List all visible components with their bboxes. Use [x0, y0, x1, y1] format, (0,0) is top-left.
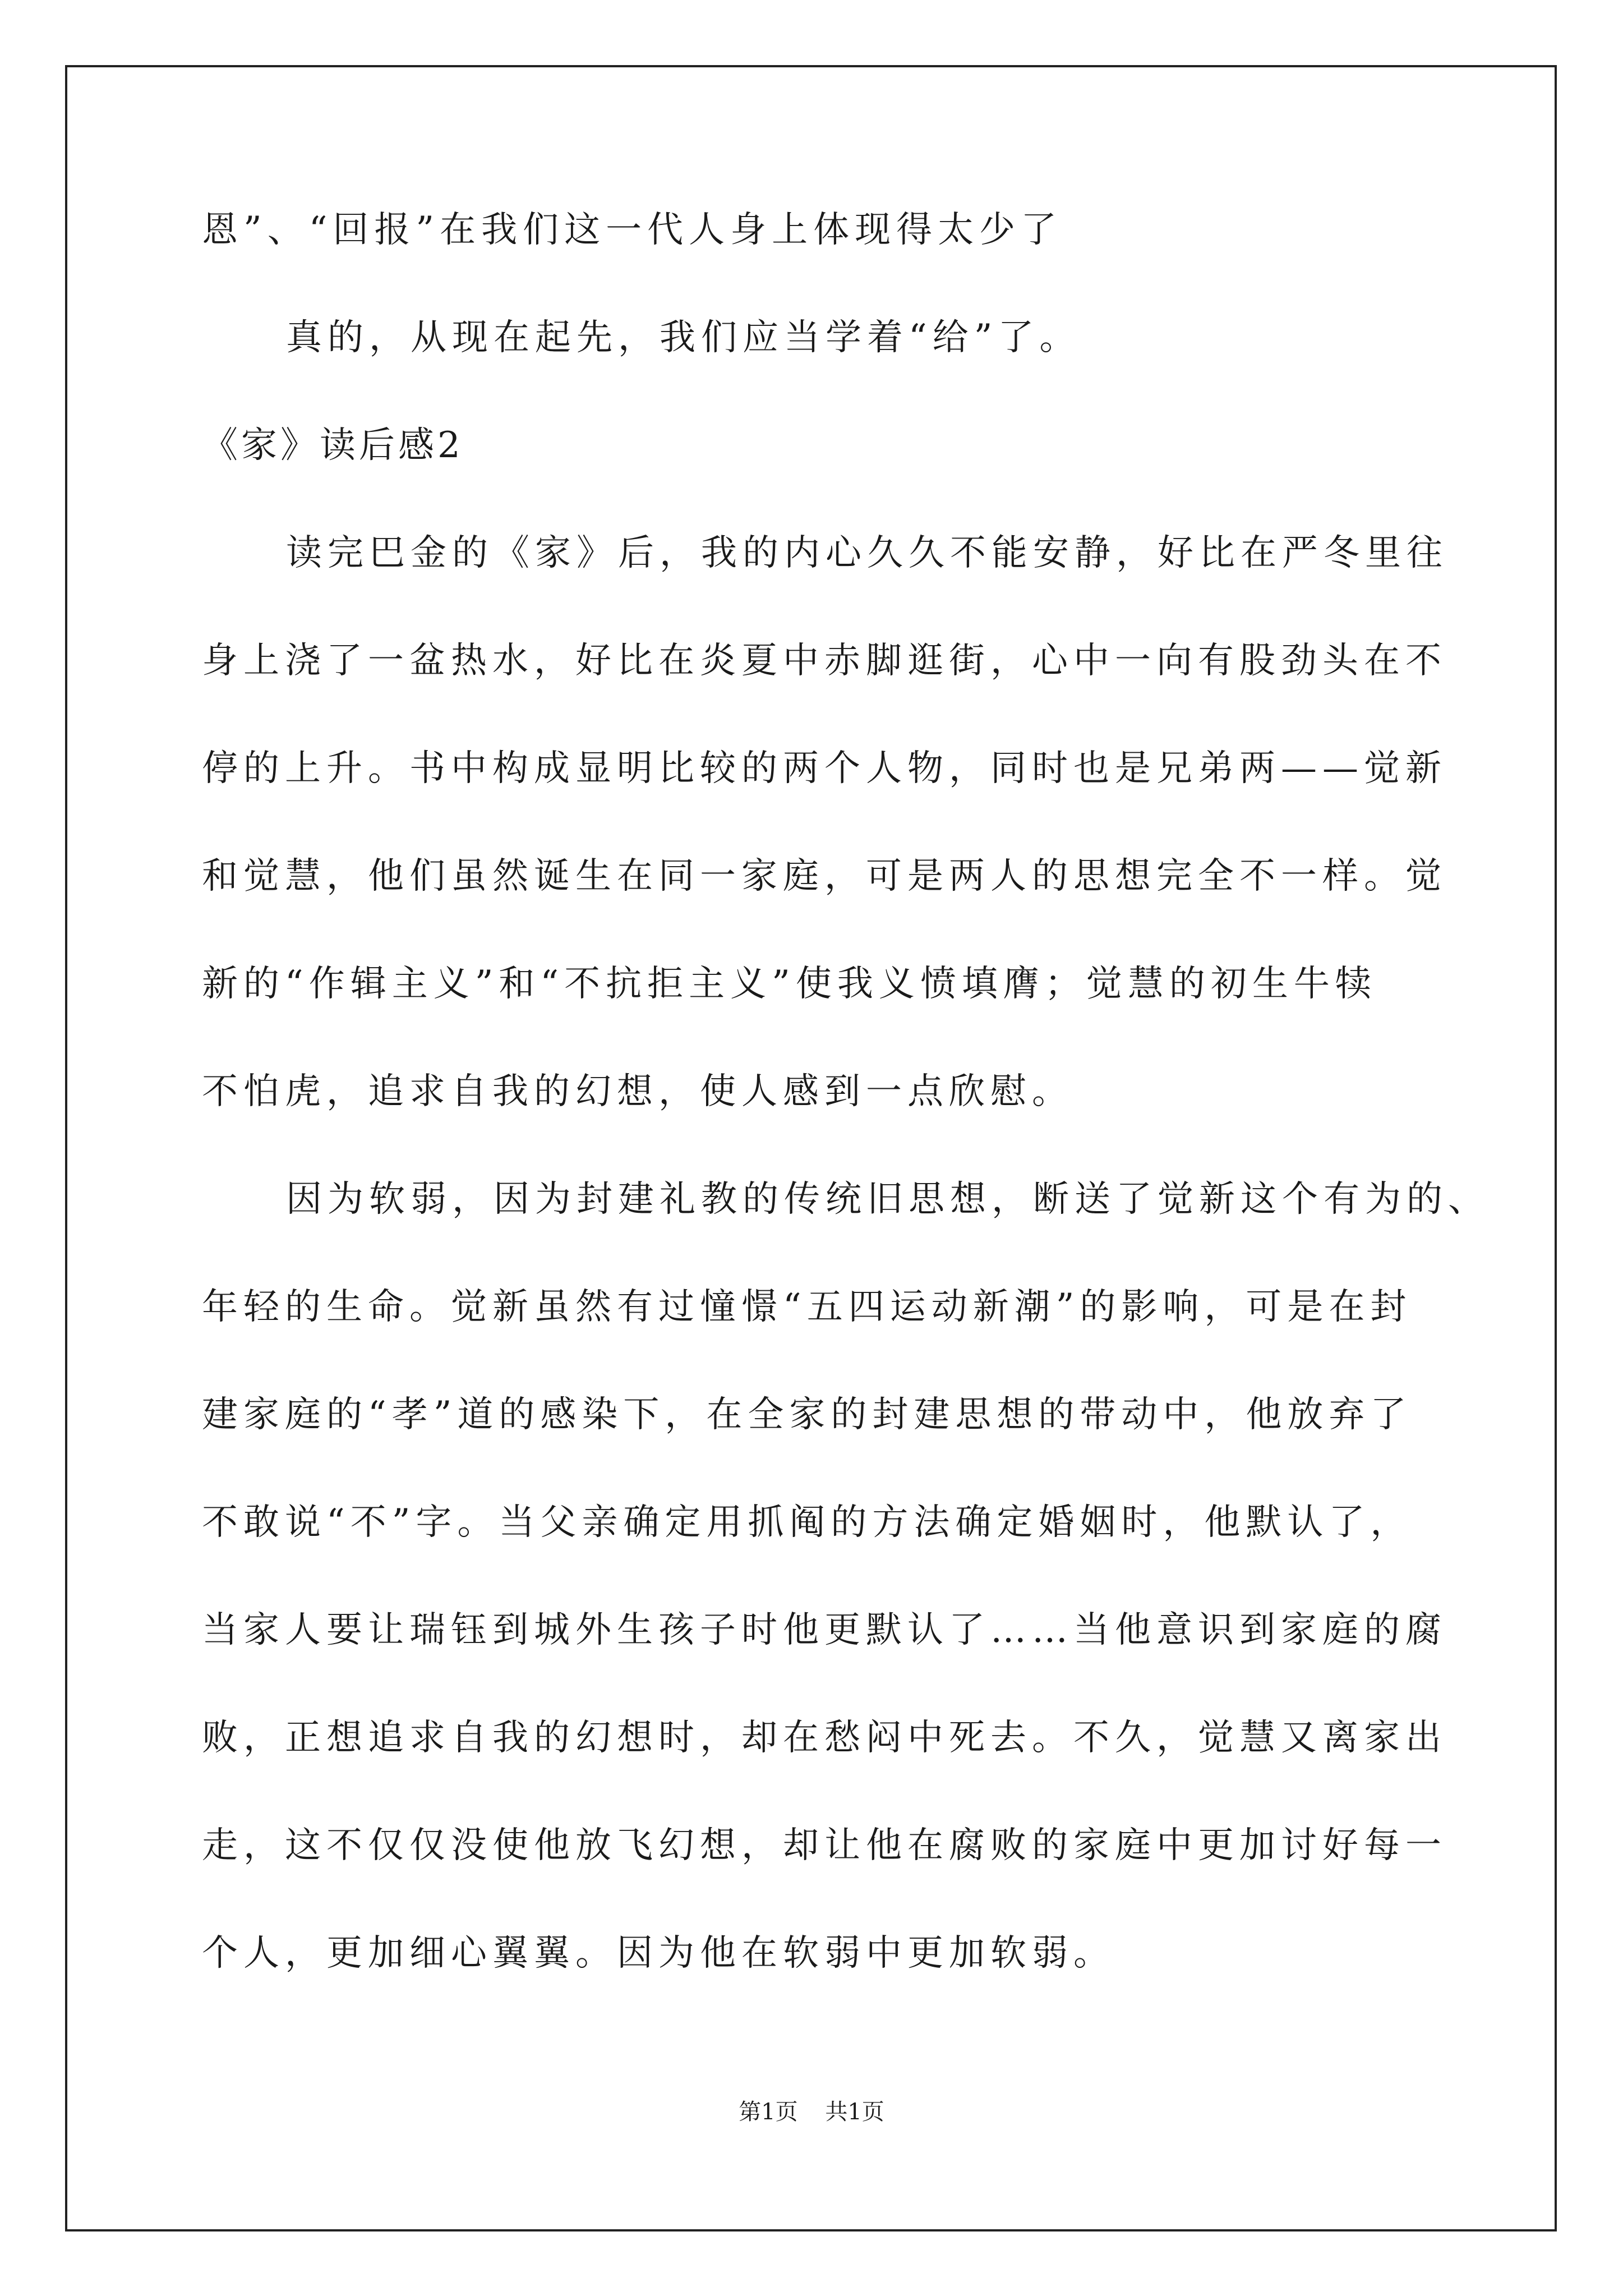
paragraph-line: 身上浇了一盆热水，好比在炎夏中赤脚逛街，心中一向有股劲头在不	[202, 640, 1447, 682]
paragraph-line: 走，这不仅仅没使他放飞幻想，却让他在腐败的家庭中更加讨好每一	[202, 1825, 1447, 1866]
paragraph-line: 败，正想追求自我的幻想时，却在愁闷中死去。不久，觉慧又离家出	[202, 1717, 1447, 1759]
paragraph-line: 和觉慧，他们虽然诞生在同一家庭，可是两人的思想完全不一样。觉	[202, 855, 1447, 897]
paragraph-line: 恩”、“回报”在我们这一代人身上体现得太少了	[202, 209, 1063, 251]
paragraph-line: 因为软弱，因为封建礼教的传统旧思想，断送了觉新这个有为的、	[286, 1179, 1490, 1220]
paragraph-line: 真的，从现在起先，我们应当学着“给”了。	[286, 317, 1081, 358]
page-footer	[0, 2101, 1623, 2123]
page-total: 共1页	[825, 2099, 884, 2125]
paragraph-line: 新的“作辑主义”和“不抗拒主义”使我义愤填膺；觉慧的初生牛犊	[202, 963, 1377, 1005]
paragraph-line: 建家庭的“孝”道的感染下，在全家的封建思想的带动中，他放弃了	[202, 1394, 1412, 1435]
paragraph-line: 停的上升。书中构成显明比较的两个人物，同时也是兄弟两——觉新	[202, 748, 1447, 789]
paragraph-line: 个人，更加细心翼翼。因为他在软弱中更加软弱。	[202, 1932, 1115, 1974]
paragraph-line: 当家人要让瑞钰到城外生孩子时他更默认了……当他意识到家庭的腐	[202, 1609, 1447, 1651]
document-body	[202, 209, 1490, 2043]
page-number: 第1页	[739, 2099, 798, 2125]
paragraph-line: 不怕虎，追求自我的幻想，使人感到一点欣慰。	[202, 1071, 1073, 1112]
paragraph-line: 年轻的生命。觉新虽然有过憧憬“五四运动新潮”的影响，可是在封	[202, 1286, 1412, 1328]
paragraph-line: 不敢说“不”字。当父亲确定用抓阄的方法确定婚姻时，他默认了，	[202, 1502, 1412, 1543]
section-heading: 《家》读后感2	[202, 425, 464, 466]
paragraph-line: 读完巴金的《家》后，我的内心久久不能安静，好比在严冬里往	[286, 532, 1448, 574]
